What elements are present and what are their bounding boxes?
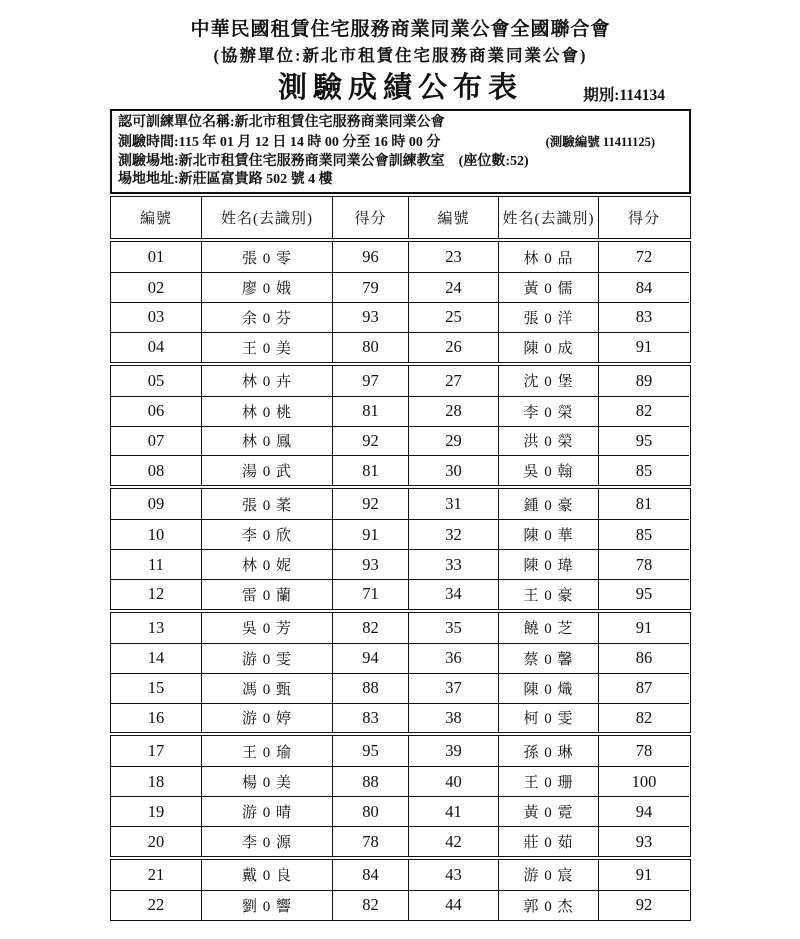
- info-line-exam-time: [118, 133, 683, 153]
- row-number-cell: 44: [408, 890, 498, 920]
- score-cell: 82: [598, 703, 689, 733]
- table-row: [111, 703, 690, 733]
- name-cell: 雷 0 蘭: [201, 579, 332, 609]
- score-cell: 81: [598, 489, 689, 519]
- header-cell-name-right: 姓名(去識別): [498, 197, 598, 238]
- row-number-cell: 30: [408, 455, 498, 485]
- score-cell: 92: [332, 489, 408, 519]
- row-number-cell: 11: [111, 549, 201, 579]
- score-cell: 91: [598, 613, 689, 643]
- score-cell: 87: [598, 673, 689, 703]
- table-row: [111, 489, 690, 519]
- header-cell-score-right: 得分: [598, 197, 689, 238]
- table-row: [111, 613, 690, 643]
- row-number-cell: 06: [111, 396, 201, 426]
- name-cell: 鍾 0 豪: [498, 489, 598, 519]
- score-cell: 91: [598, 332, 689, 362]
- name-cell: 沈 0 堡: [498, 366, 598, 396]
- exam-number-note: (測驗編號 11411125): [545, 134, 655, 149]
- score-cell: 84: [598, 272, 689, 302]
- score-cell: 92: [598, 890, 689, 920]
- table-row: [111, 455, 690, 485]
- name-cell: 陳 0 熾: [498, 673, 598, 703]
- score-cell: 85: [598, 455, 689, 485]
- row-number-cell: 33: [408, 549, 498, 579]
- row-number-cell: 26: [408, 332, 498, 362]
- table-row: [111, 272, 690, 302]
- name-cell: 王 0 豪: [498, 579, 598, 609]
- score-cell: 82: [332, 890, 408, 920]
- name-cell: 湯 0 武: [201, 455, 332, 485]
- row-number-cell: 05: [147, 370, 165, 390]
- score-cell: 80: [332, 332, 408, 362]
- header-cell-number-left: 編號: [139, 211, 172, 228]
- name-cell: 林 0 卉: [201, 366, 332, 396]
- name-cell: 王 0 珊: [498, 766, 598, 796]
- row-number-cell: 08: [111, 455, 201, 485]
- score-cell: 81: [332, 455, 408, 485]
- name-cell: 黃 0 霓: [498, 796, 598, 826]
- name-cell: 陳 0 瑋: [498, 549, 598, 579]
- row-number-cell: 31: [408, 489, 498, 519]
- header-cell-score-left: 得分: [332, 197, 408, 238]
- period-label: 期別:114134: [583, 87, 665, 104]
- name-cell: 陳 0 成: [498, 332, 598, 362]
- score-cell: 72: [598, 242, 689, 272]
- row-number-cell: 39: [408, 736, 498, 766]
- name-cell: 莊 0 茹: [498, 826, 598, 856]
- score-cell: 71: [332, 579, 408, 609]
- row-number-cell: 01: [147, 247, 165, 267]
- row-number-cell: 35: [408, 613, 498, 643]
- score-cell: 91: [332, 519, 408, 549]
- table-row-group: [110, 488, 691, 610]
- row-number-cell: 19: [111, 796, 201, 826]
- page-title: 測驗成績公布表: [277, 72, 523, 104]
- table-row: [111, 396, 690, 426]
- score-cell: 100: [598, 766, 689, 796]
- name-cell: 廖 0 娥: [201, 272, 332, 302]
- header-cell-name-left: 姓名(去識別): [201, 197, 332, 238]
- score-cell: 83: [332, 703, 408, 733]
- name-cell: 孫 0 琳: [498, 736, 598, 766]
- row-number-cell: 16: [111, 703, 201, 733]
- table-row-group: [110, 859, 691, 921]
- row-number-cell: 40: [408, 766, 498, 796]
- table-row: [111, 890, 690, 920]
- score-cell: 94: [598, 796, 689, 826]
- score-cell: 81: [332, 396, 408, 426]
- venue-text: 測驗場地:新北市租賃住宅服務商業同業公會訓練教室: [118, 153, 445, 169]
- table-row: [111, 549, 690, 579]
- name-cell: 吳 0 芳: [201, 613, 332, 643]
- row-number-cell: 34: [408, 579, 498, 609]
- table-row: [111, 826, 690, 856]
- row-number-cell: 27: [408, 366, 498, 396]
- row-number-cell: 41: [408, 796, 498, 826]
- name-cell: 柯 0 雯: [498, 703, 598, 733]
- score-cell: 97: [332, 366, 408, 396]
- row-number-cell: 14: [111, 643, 201, 673]
- score-cell: 94: [332, 643, 408, 673]
- score-cell: 88: [332, 766, 408, 796]
- table-row-group: [110, 612, 691, 734]
- name-cell: 林 0 妮: [201, 549, 332, 579]
- name-cell: 李 0 欣: [201, 519, 332, 549]
- table-row: [111, 519, 690, 549]
- score-cell: 95: [598, 579, 689, 609]
- table-row: [111, 736, 690, 766]
- table-row: [111, 332, 690, 362]
- row-number-cell: 24: [408, 272, 498, 302]
- name-cell: 游 0 雯: [201, 643, 332, 673]
- row-number-cell: 42: [408, 826, 498, 856]
- name-cell: 王 0 瑜: [201, 736, 332, 766]
- table-row: [111, 673, 690, 703]
- score-cell: 92: [332, 426, 408, 456]
- document-page: [110, 0, 691, 921]
- table-row-group: [110, 735, 691, 857]
- score-cell: 95: [332, 736, 408, 766]
- address-text: 場地地址:新莊區富貴路 502 號 4 樓: [118, 172, 333, 188]
- score-cell: 95: [598, 426, 689, 456]
- score-cell: 93: [598, 826, 689, 856]
- name-cell: 馮 0 甄: [201, 673, 332, 703]
- score-cell: 88: [332, 673, 408, 703]
- row-number-cell: 21: [147, 864, 165, 884]
- name-cell: 王 0 美: [201, 332, 332, 362]
- row-number-cell: 17: [147, 741, 165, 761]
- row-number-cell: 43: [408, 860, 498, 890]
- name-cell: 戴 0 良: [201, 860, 332, 890]
- info-line-address: [118, 171, 683, 190]
- row-number-cell: 32: [408, 519, 498, 549]
- row-number-cell: 28: [408, 396, 498, 426]
- score-cell: 79: [332, 272, 408, 302]
- table-row-group: [110, 365, 691, 487]
- table-row-group: [110, 241, 691, 363]
- table-row: [111, 766, 690, 796]
- name-cell: 蔡 0 馨: [498, 643, 598, 673]
- exam-time-text: 測驗時間:115 年 01 月 12 日 14 時 00 分至 16 時 00 分: [118, 134, 441, 150]
- name-cell: 游 0 宸: [498, 860, 598, 890]
- co-organizer-line: (協辦單位:新北市租賃住宅服務商業同業公會): [213, 46, 588, 65]
- score-table: [110, 196, 691, 921]
- name-cell: 林 0 鳳: [201, 426, 332, 456]
- score-cell: 91: [598, 860, 689, 890]
- score-cell: 93: [332, 302, 408, 332]
- row-number-cell: 07: [111, 426, 201, 456]
- row-number-cell: 25: [408, 302, 498, 332]
- score-cell: 82: [598, 396, 689, 426]
- info-line-venue: [118, 153, 683, 172]
- name-cell: 張 0 葇: [201, 489, 332, 519]
- score-cell: 96: [332, 242, 408, 272]
- score-cell: 83: [598, 302, 689, 332]
- row-number-cell: 13: [147, 617, 165, 637]
- row-number-cell: 04: [111, 332, 201, 362]
- score-cell: 78: [598, 736, 689, 766]
- name-cell: 楊 0 美: [201, 766, 332, 796]
- name-cell: 吳 0 翰: [498, 455, 598, 485]
- score-cell: 85: [598, 519, 689, 549]
- name-cell: 林 0 桃: [201, 396, 332, 426]
- name-cell: 余 0 芬: [201, 302, 332, 332]
- score-cell: 86: [598, 643, 689, 673]
- score-cell: 78: [332, 826, 408, 856]
- name-cell: 李 0 源: [201, 826, 332, 856]
- name-cell: 張 0 零: [201, 242, 332, 272]
- table-row: [111, 242, 690, 272]
- score-cell: 78: [598, 549, 689, 579]
- row-number-cell: 10: [111, 519, 201, 549]
- score-cell: 93: [332, 549, 408, 579]
- row-number-cell: 38: [408, 703, 498, 733]
- header-cell-number-right: 編號: [408, 197, 498, 238]
- name-cell: 洪 0 榮: [498, 426, 598, 456]
- row-number-cell: 23: [408, 242, 498, 272]
- row-number-cell: 22: [111, 890, 201, 920]
- exam-info-box: [110, 109, 691, 194]
- table-row: [111, 302, 690, 332]
- row-number-cell: 15: [111, 673, 201, 703]
- training-unit-text: 認可訓練單位名稱:新北市租賃住宅服務商業同業公會: [118, 115, 445, 130]
- organization-title: 中華民國租賃住宅服務商業同業公會全國聯合會: [190, 19, 611, 40]
- name-cell: 陳 0 華: [498, 519, 598, 549]
- row-number-cell: 03: [111, 302, 201, 332]
- table-row: [111, 860, 690, 890]
- row-number-cell: 20: [111, 826, 201, 856]
- name-cell: 游 0 婷: [201, 703, 332, 733]
- score-cell: 80: [332, 796, 408, 826]
- row-number-cell: 37: [408, 673, 498, 703]
- name-cell: 李 0 榮: [498, 396, 598, 426]
- name-cell: 林 0 品: [498, 242, 598, 272]
- row-number-cell: 18: [111, 766, 201, 796]
- score-table-body: [110, 241, 691, 921]
- name-cell: 饒 0 芝: [498, 613, 598, 643]
- score-cell: 84: [332, 860, 408, 890]
- name-cell: 游 0 晴: [201, 796, 332, 826]
- row-number-cell: 12: [111, 579, 201, 609]
- seat-count-note: (座位數:52): [458, 153, 529, 169]
- row-number-cell: 36: [408, 643, 498, 673]
- table-row: [111, 796, 690, 826]
- name-cell: 郭 0 杰: [498, 890, 598, 920]
- table-row: [111, 643, 690, 673]
- score-cell: 82: [332, 613, 408, 643]
- score-cell: 89: [598, 366, 689, 396]
- row-number-cell: 09: [147, 494, 165, 514]
- table-row: [111, 426, 690, 456]
- row-number-cell: 02: [111, 272, 201, 302]
- name-cell: 劉 0 響: [201, 890, 332, 920]
- title-row: [110, 69, 691, 107]
- name-cell: 張 0 洋: [498, 302, 598, 332]
- row-number-cell: 29: [408, 426, 498, 456]
- info-line-training-unit: [118, 114, 683, 133]
- table-row: [111, 579, 690, 609]
- table-row: [111, 366, 690, 396]
- score-table-header: [110, 196, 691, 239]
- name-cell: 黃 0 儒: [498, 272, 598, 302]
